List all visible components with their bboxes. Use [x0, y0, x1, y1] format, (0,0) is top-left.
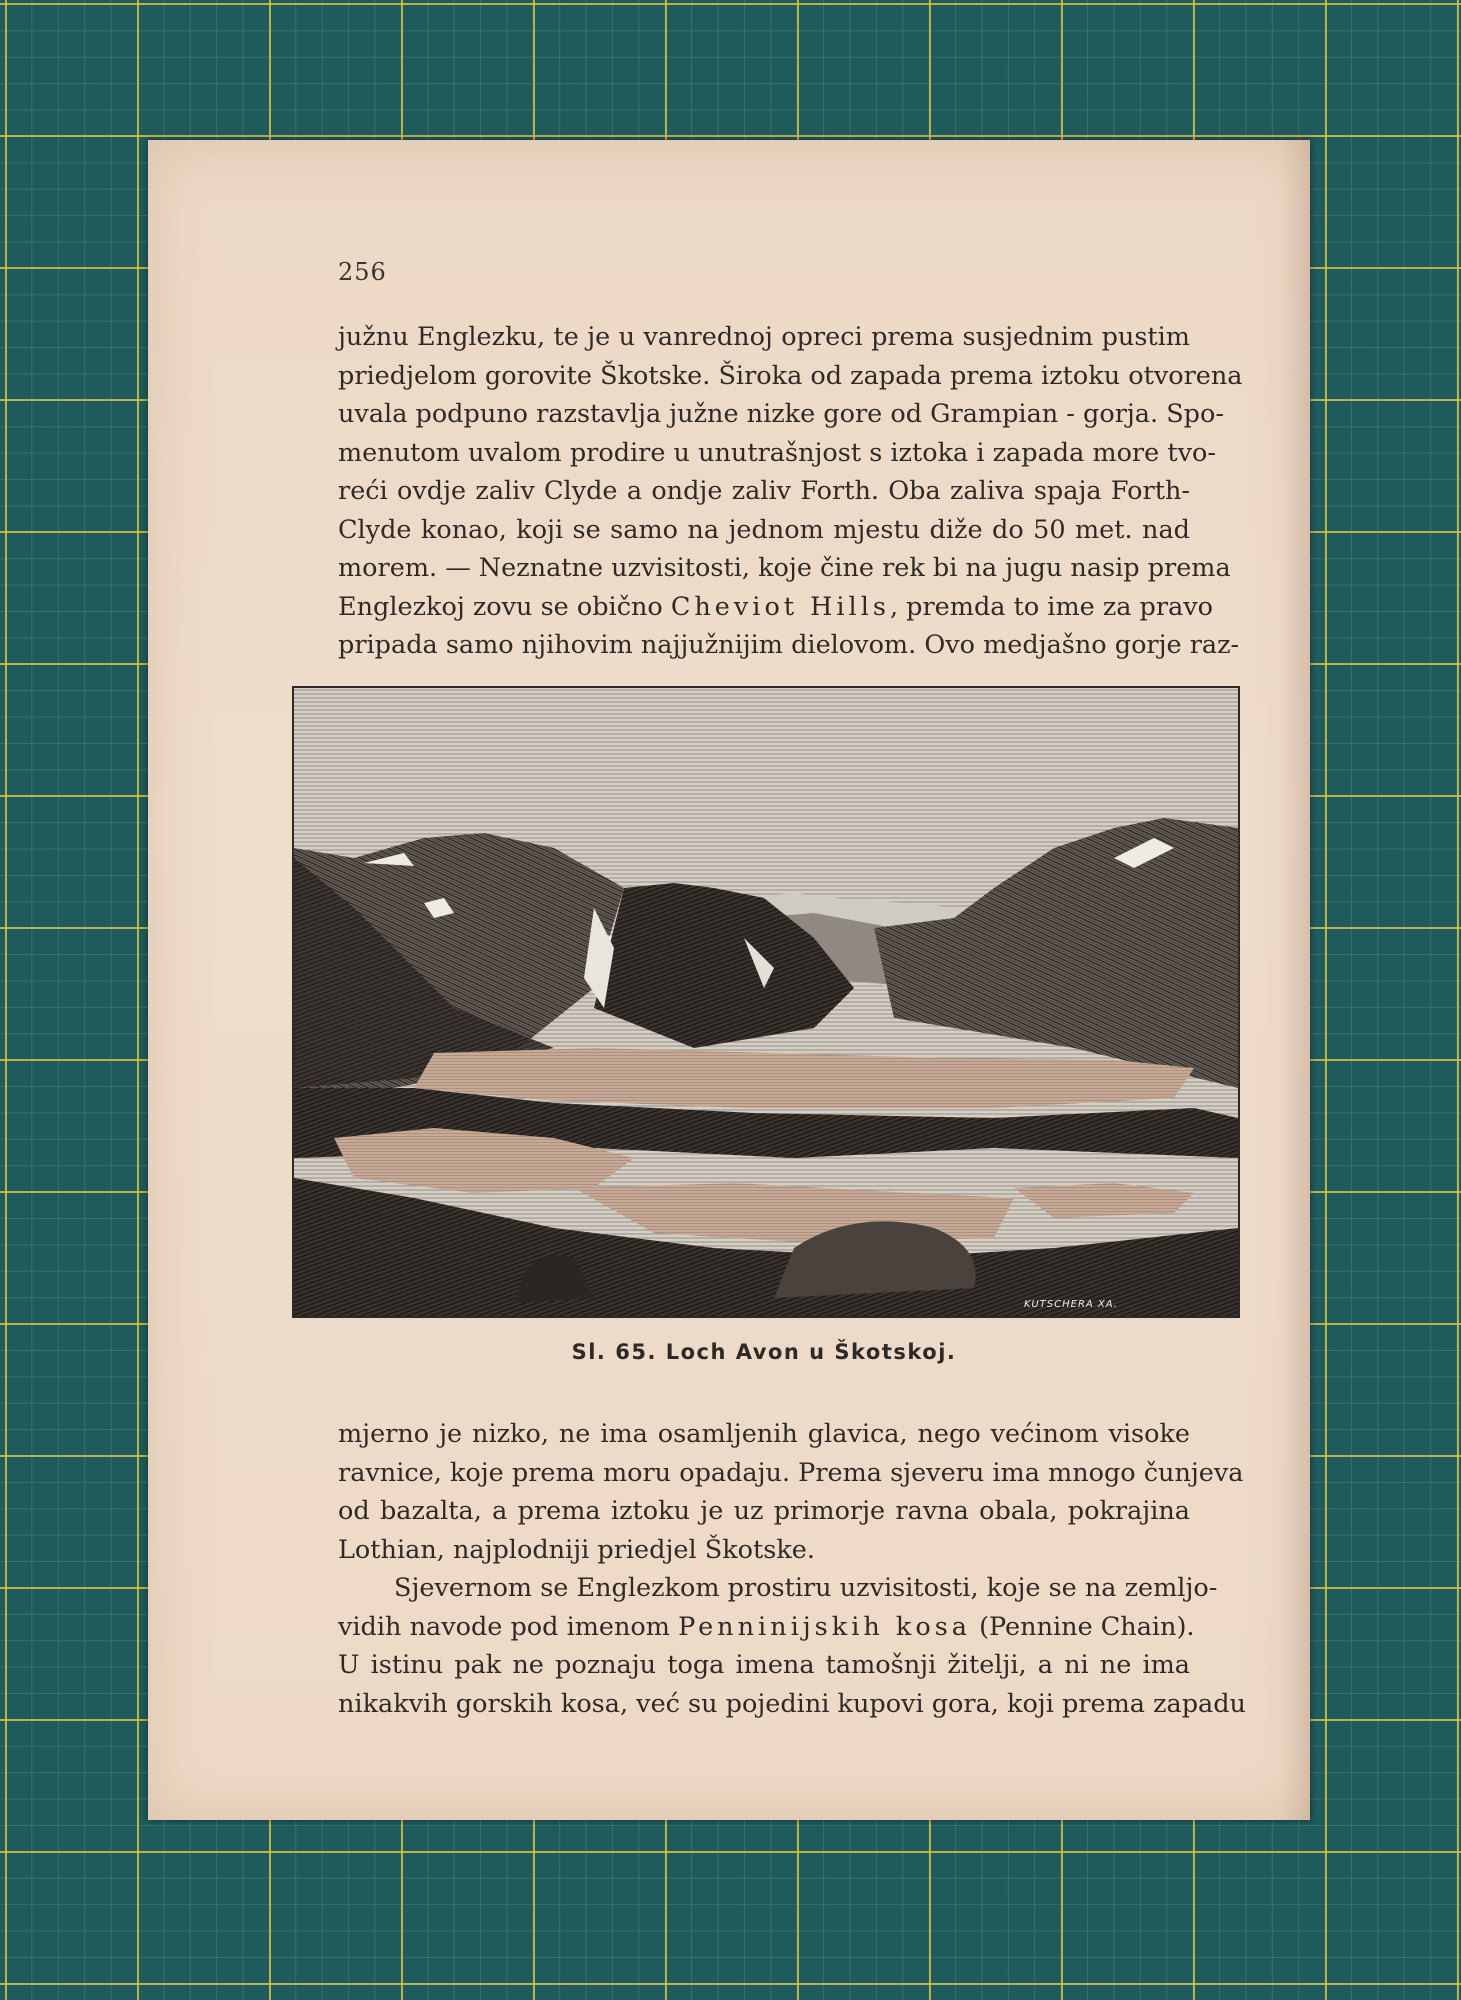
spaced-term-penninijskih-kosa: Penninijskih kosa	[678, 1611, 971, 1642]
text-line: ravnice, koje prema moru opadaju. Prema sjeveru ima mnogo čunjeva	[338, 1457, 1244, 1488]
top-text-block	[338, 318, 1243, 665]
text-fragment: vidih navode pod imenom	[338, 1611, 679, 1642]
text-line-indented: Sjevernom se Englezkom prostiru uzvisitosti, koje se na zemljo-	[394, 1573, 1218, 1603]
text-line: pripada samo njihovim najjužnijim dielovom. Ovo medjašno gorje raz-	[338, 630, 1240, 660]
text-line: menutom uvalom prodire u unutrašnjost s iztoka i zapada more tvo-	[338, 437, 1216, 468]
page-number: 256	[338, 258, 387, 286]
text-line: mjerno je nizko, ne ima osamljenih glavica, nego većinom visoke	[338, 1419, 1190, 1449]
bottom-text-block	[338, 1415, 1246, 1723]
text-line: U istinu pak ne poznaju toga imena tamošnji žitelji, a ni ne ima	[338, 1650, 1190, 1680]
text-line: južnu Englezku, te je u vanrednoj opreci prema susjednim pustim	[338, 322, 1190, 352]
text-line: nikakvih gorskih kosa, već su pojedini kupovi gora, koji prema zapadu	[338, 1688, 1246, 1719]
engraving-loch-avon	[292, 686, 1240, 1318]
figure-caption: Sl. 65. Loch Avon u Škotskoj.	[571, 1340, 957, 1364]
text-line: priedjelom gorovite Škotske. Široka od zapada prema iztoku otvorena	[338, 360, 1243, 391]
text-line-with-spaced-term	[338, 588, 1214, 627]
landscape-illustration	[294, 688, 1238, 1316]
text-fragment: , premda to ime za pravo	[889, 591, 1214, 622]
text-line: reći ovdje zaliv Clyde a ondje zaliv Forth. Oba zaliva spaja Forth-	[338, 476, 1190, 506]
text-line-with-spaced-term	[338, 1608, 1195, 1647]
text-line: uvala podpuno razstavlja južne nizke gore od Grampian - gorja. Spo-	[338, 399, 1224, 429]
spaced-term-cheviot-hills: Cheviot Hills	[670, 591, 890, 622]
text-line: Clyde konao, koji se samo na jednom mjestu diže do 50 met. nad	[338, 514, 1190, 545]
text-fragment: Englezkoj zovu se obično	[338, 591, 671, 622]
text-line: od bazalta, a prema iztoku je uz primorje ravna obala, pokrajina	[338, 1496, 1190, 1526]
text-line: morem. — Neznatne uzvisitosti, koje čine rek bi na jugu nasip prema	[338, 553, 1231, 583]
text-fragment: (Pennine Chain).	[970, 1611, 1195, 1642]
text-line: Lothian, najplodniji priedjel Škotske.	[338, 1534, 815, 1565]
book-page	[148, 140, 1310, 1820]
engraver-signature: KUTSCHERA XA.	[1023, 1299, 1118, 1310]
